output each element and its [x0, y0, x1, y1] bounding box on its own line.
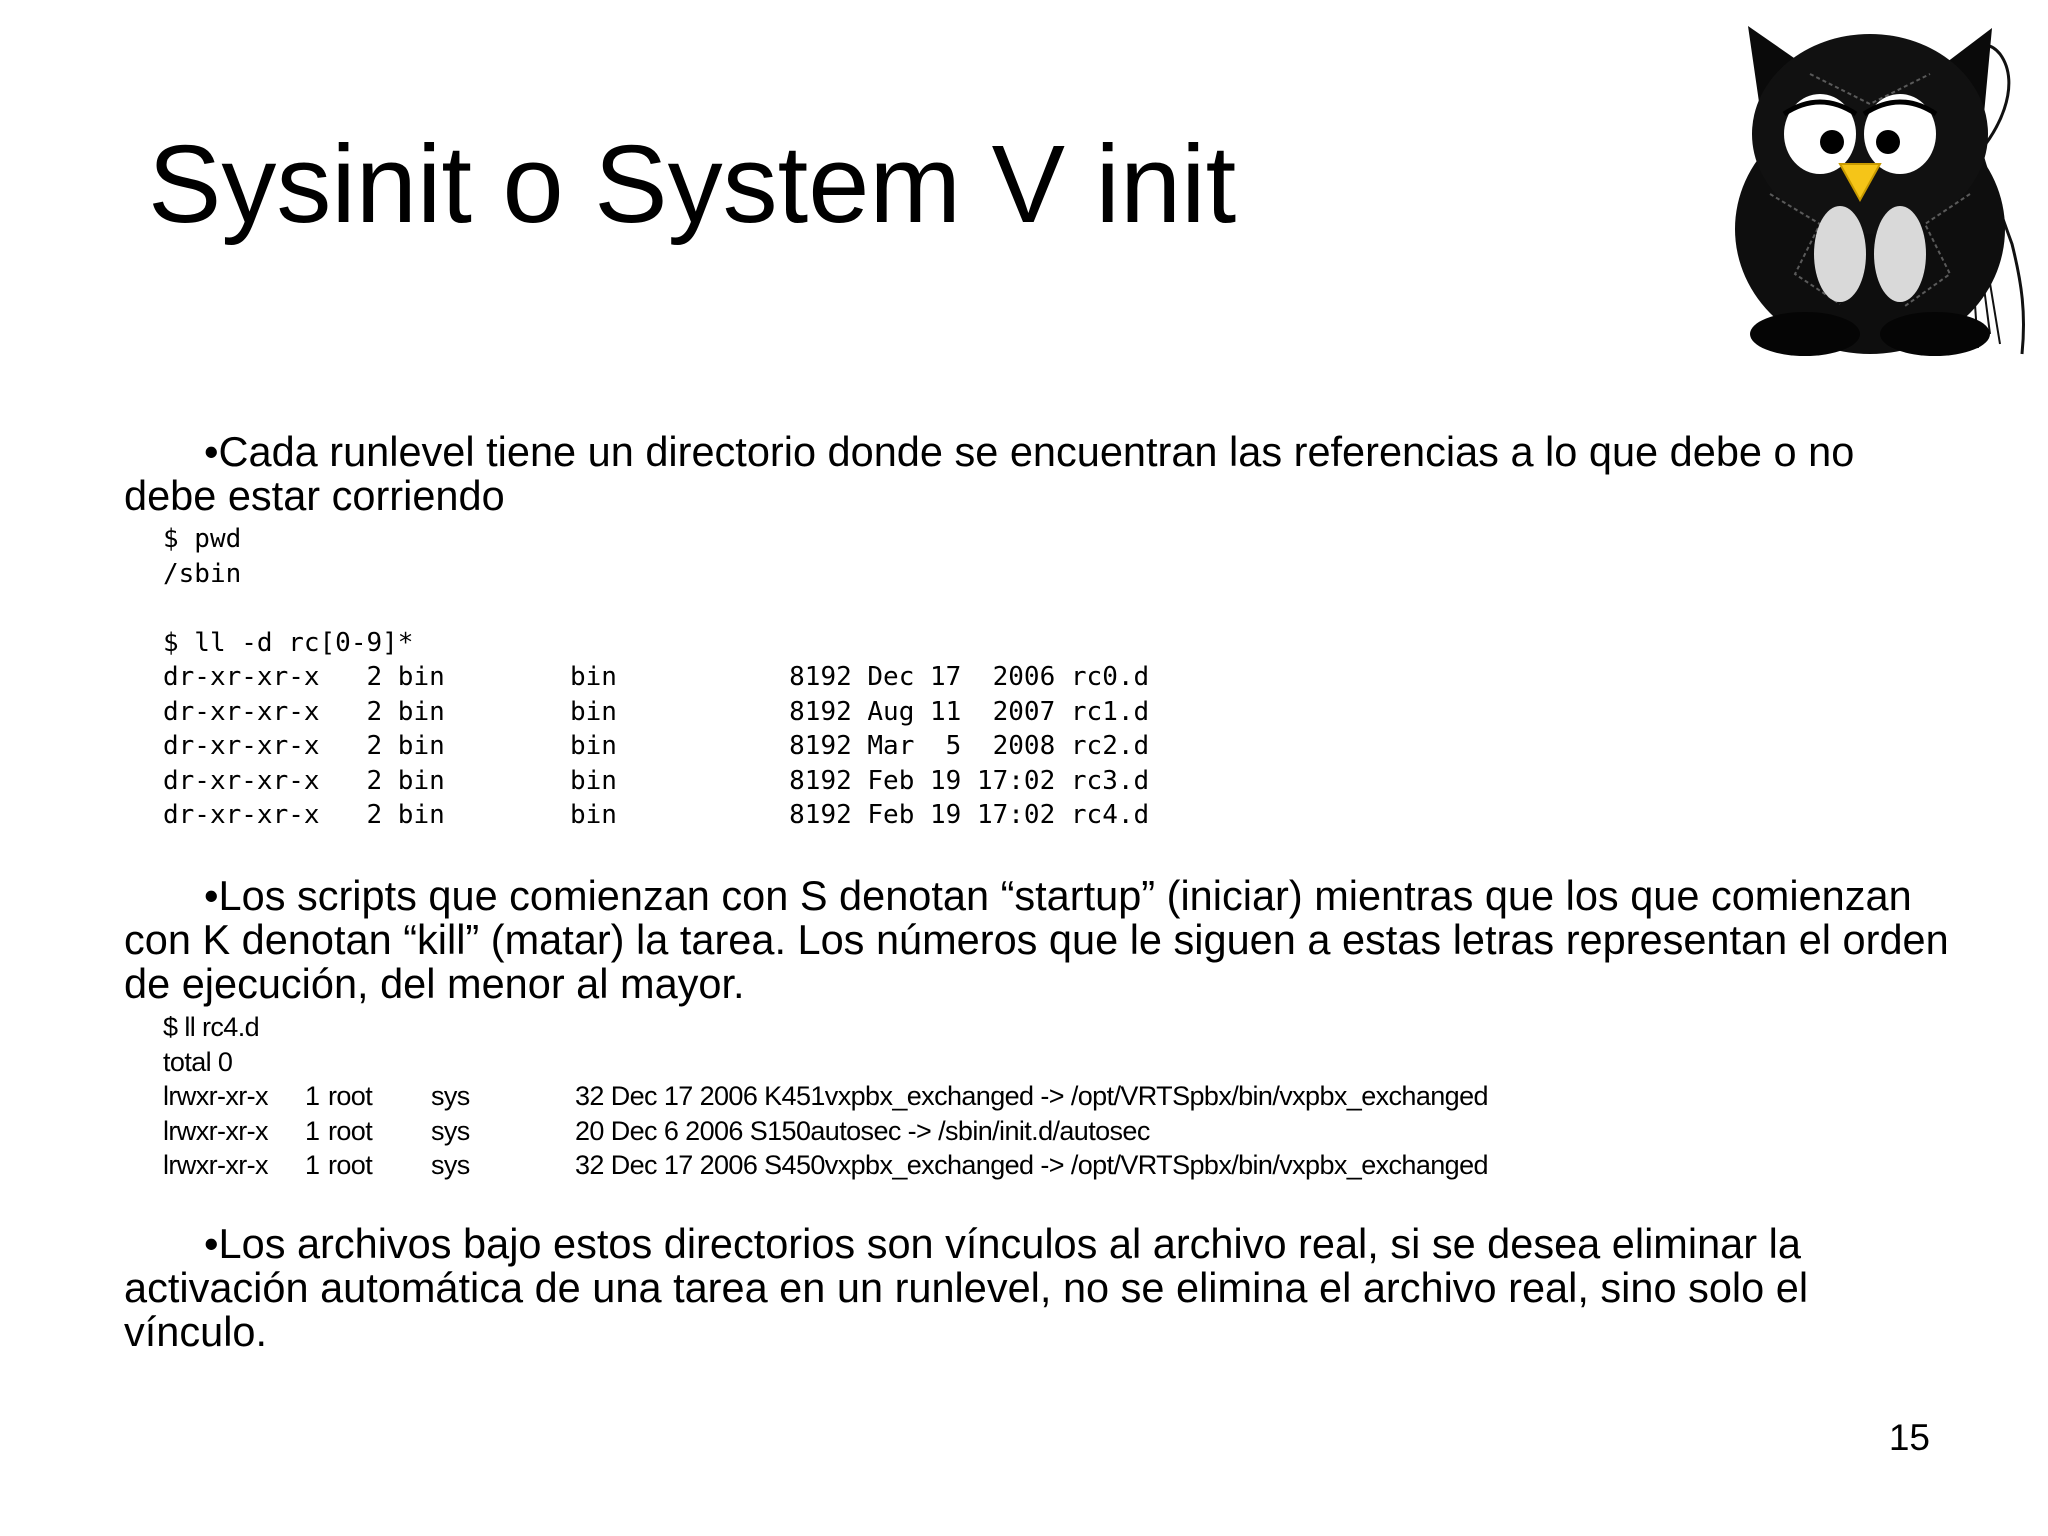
bullet-content: Los archivos bajo estos directorios son vínculos al archivo real, si se desea eliminar la activación automática de una tarea en un runlevel, no se elimina el archivo real, sino solo el vínculo.: [124, 1220, 1809, 1355]
bullet-text-2: [124, 874, 1954, 1006]
slide-title: Sysinit o System V init: [148, 123, 1237, 246]
listing-details: 20 Dec 6 2006 S150autosec -> /sbin/init.d/autosec: [575, 1115, 1150, 1146]
bullet-content: Los scripts que comienzan con S denotan “startup” (iniciar) mientras que los que comienzan con K denotan “kill” (matar) la tarea. Los números que le siguen a estas letras representan el orden de ejecución, del menor al mayor.: [124, 872, 1949, 1007]
code-line: dr-xr-xr-x 2 bin bin 8192 Aug 11 2007 rc1.d: [163, 696, 1150, 727]
bullet-text-3: [124, 1222, 1954, 1354]
tux-mascot-image: [1700, 14, 2040, 364]
code-line: /sbin: [163, 558, 242, 589]
listing-perm: lrwxr-xr-x: [163, 1081, 268, 1111]
bullet-marker: •: [204, 428, 219, 475]
listing-links: 1: [305, 1150, 320, 1180]
page-number: 15: [1888, 1417, 1930, 1458]
code-block-pwd-ls: [163, 522, 1149, 833]
bullet-marker: •: [204, 872, 219, 919]
listing-group: sys: [431, 1150, 470, 1180]
code-line: dr-xr-xr-x 2 bin bin 8192 Mar 5 2008 rc2.d: [163, 731, 1150, 761]
bullet-content: Cada runlevel tiene un directorio donde se encuentran las referencias a lo que debe o no debe estar corriendo: [124, 428, 1855, 519]
listing-details: 32 Dec 17 2006 K451vxpbx_exchanged -> /opt/VRTSpbx/bin/vxpbx_exchanged: [575, 1081, 1488, 1111]
listing-owner: root: [328, 1150, 373, 1180]
code-line: $ ll -d rc[0-9]*: [163, 627, 414, 658]
bullet-marker: •: [204, 1220, 219, 1267]
code-line: dr-xr-xr-x 2 bin bin 8192 Dec 17 2006 rc0.d: [163, 662, 1150, 692]
listing-links: 1: [305, 1081, 320, 1111]
listing-group: sys: [431, 1081, 470, 1111]
code-line-blank: [163, 591, 1149, 626]
listing-perm: lrwxr-xr-x: [163, 1150, 268, 1180]
listing-owner: root: [328, 1081, 373, 1111]
bullet-text-1: [124, 430, 1954, 518]
listing-owner: root: [328, 1115, 373, 1146]
code-line: $ pwd: [163, 524, 242, 554]
listing-links: 1: [305, 1115, 320, 1146]
listing-details: 32 Dec 17 2006 S450vxpbx_exchanged -> /opt/VRTSpbx/bin/vxpbx_exchanged: [575, 1150, 1488, 1180]
code-line: dr-xr-xr-x 2 bin bin 8192 Feb 19 17:02 rc3.d: [163, 765, 1150, 796]
code-line: dr-xr-xr-x 2 bin bin 8192 Feb 19 17:02 rc4.d: [163, 800, 1150, 830]
listing-perm: lrwxr-xr-x: [163, 1115, 268, 1146]
listing-group: sys: [431, 1115, 470, 1146]
